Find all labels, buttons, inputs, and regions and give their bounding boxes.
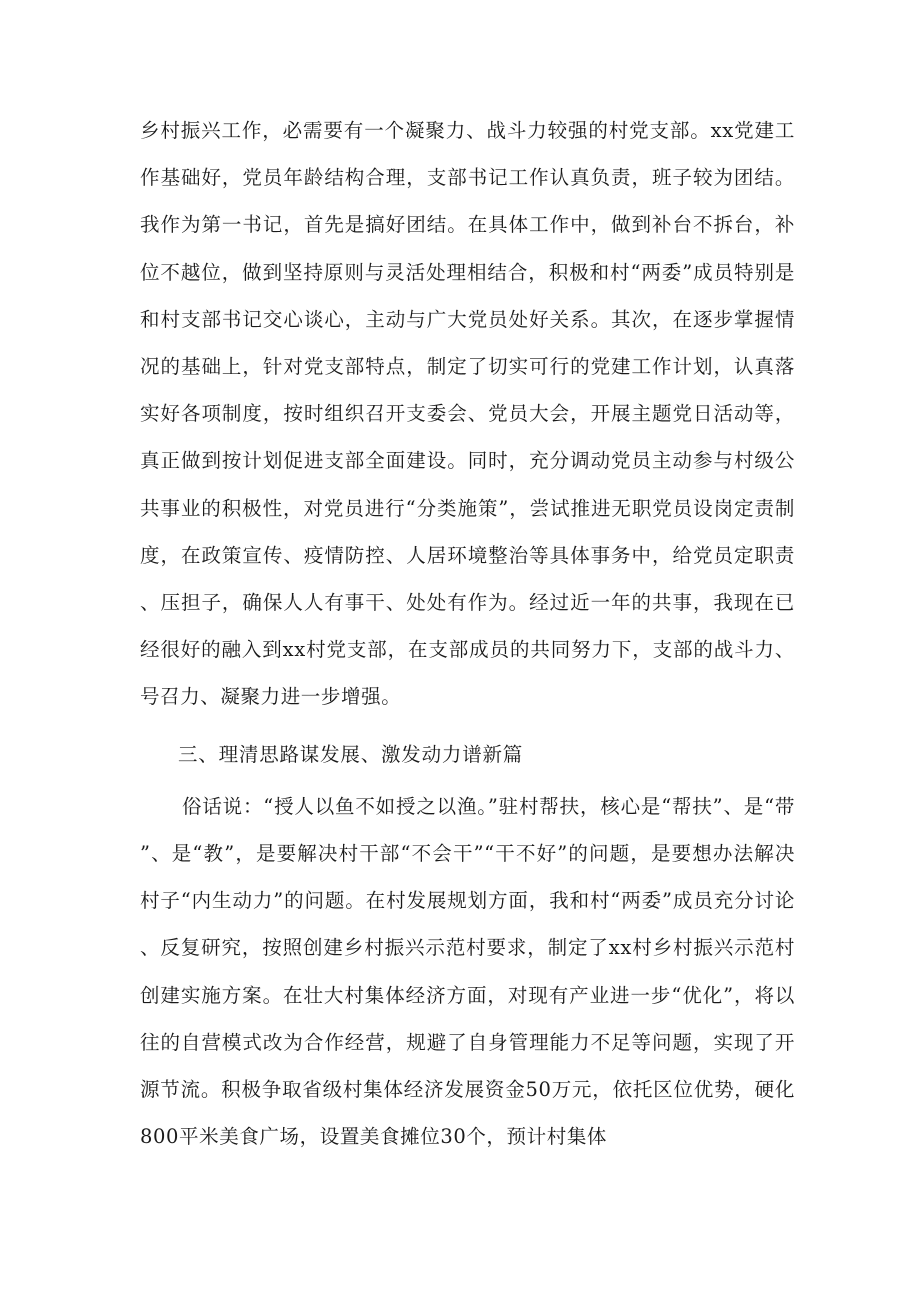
document-body	[140, 107, 795, 1160]
paragraph-party-branch: 乡村振兴工作，必需要有一个凝聚力、战斗力较强的村党支部。xx党建工作基础好，党员年龄结构合理，支部书记工作认真负责，班子较为团结。我作为第一书记，首先是搞好团结。在具体工作中，做到补台不拆台，补位不越位，做到坚持原则与灵活处理相结合，积极和村“两委”成员特别是和村支部书记交心谈心，主动与广大党员处好关系。其次，在逐步掌握情况的基础上，针对党支部特点，制定了切实可行的党建工作计划，认真落实好各项制度，按时组织召开支委会、党员大会，开展主题党日活动等，真正做到按计划促进支部全面建设。同时，充分调动党员主动参与村级公共事业的积极性，对党员进行“分类施策”，尝试推进无职党员设岗定责制度，在政策宣传、疫情防控、人居环境整治等具体事务中，给党员定职责、压担子，确保人人有事干、处处有作为。经过近一年的共事，我现在已经很好的融入到xx村党支部，在支部成员的共同努力下，支部的战斗力、号召力、凝聚力进一步增强。	[140, 119, 795, 709]
section-heading-three: 三、理清思路谋发展、激发动力谱新篇	[178, 742, 524, 766]
paragraph-development: 俗话说：“授人以鱼不如授之以渔。”驻村帮扶，核心是“帮扶”、是“带”、是“教”，是要解决村干部“不会干”“干不好”的问题，是要想办法解决村子“内生动力”的问题。在村发展规划方面，我和村“两委”成员充分讨论、反复研究，按照创建乡村振兴示范村要求，制定了xx村乡村振兴示范村创建实施方案。在壮大村集体经济方面，对现有产业进一步“优化”，将以往的自营模式改为合作经营，规避了自身管理能力不足等问题，实现了开源节流。积极争取省级村集体经济发展资金50万元，依托区位优势，硬化800平米美食广场，设置美食摊位30个，预计村集体	[140, 794, 795, 1149]
